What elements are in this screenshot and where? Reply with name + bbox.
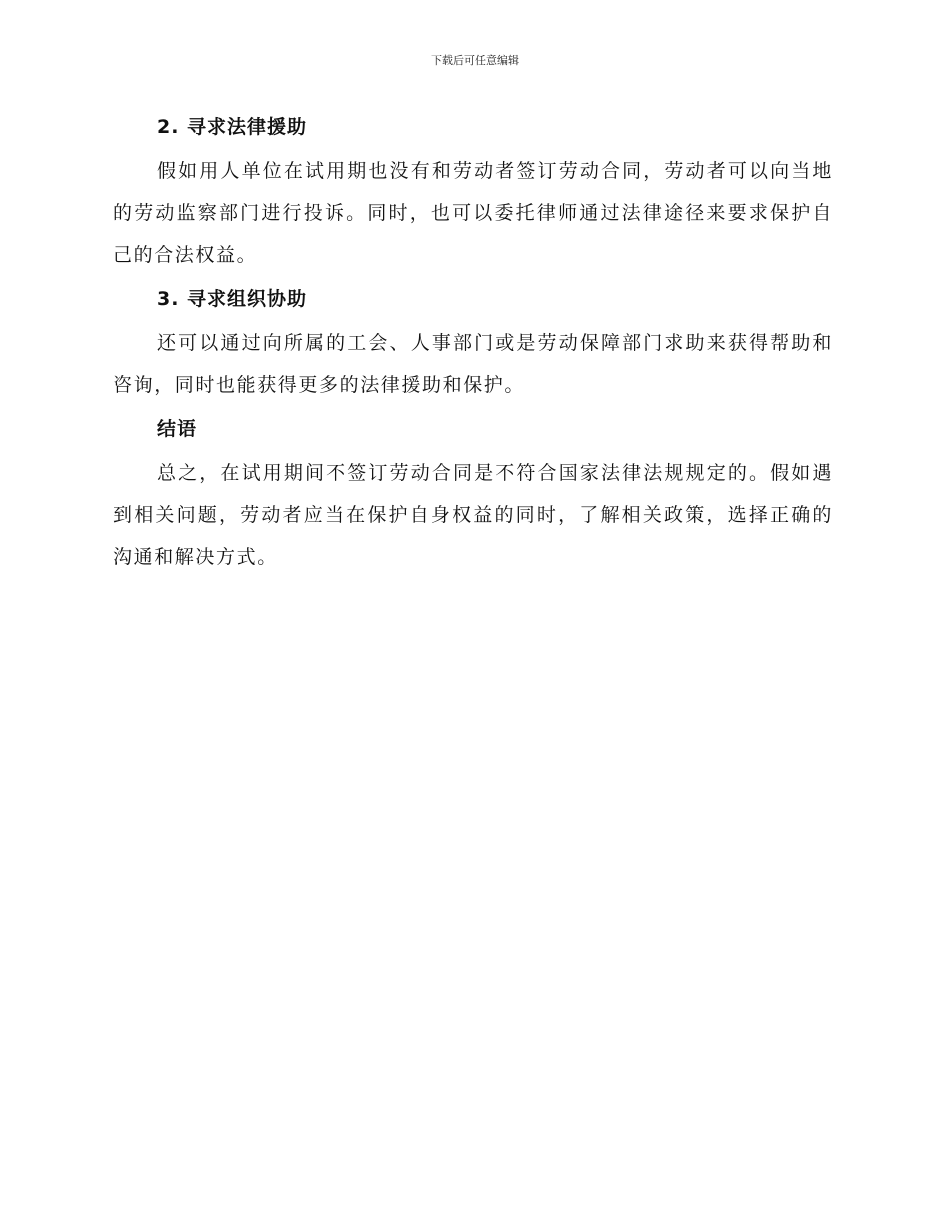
section-heading-conclusion: 结语 (157, 418, 198, 440)
section-heading-legal-aid: 2. 寻求法律援助 (157, 116, 308, 138)
document-body (113, 112, 833, 578)
section-heading-organization-help: 3. 寻求组织协助 (157, 288, 308, 310)
page-header: 下载后可任意编辑 (431, 54, 519, 67)
section-paragraph-conclusion: 总之，在试用期间不签订劳动合同是不符合国家法律法规规定的。假如遇到相关问题，劳动者应当在保护自身权益的同时，了解相关政策，选择正确的沟通和解决方式。 (113, 462, 833, 568)
section-paragraph-organization-help: 还可以通过向所属的工会、人事部门或是劳动保障部门求助来获得帮助和咨询，同时也能获得更多的法律援助和保护。 (113, 332, 833, 396)
section-paragraph-legal-aid: 假如用人单位在试用期也没有和劳动者签订劳动合同，劳动者可以向当地的劳动监察部门进行投诉。同时，也可以委托律师通过法律途径来要求保护自己的合法权益。 (113, 160, 833, 266)
